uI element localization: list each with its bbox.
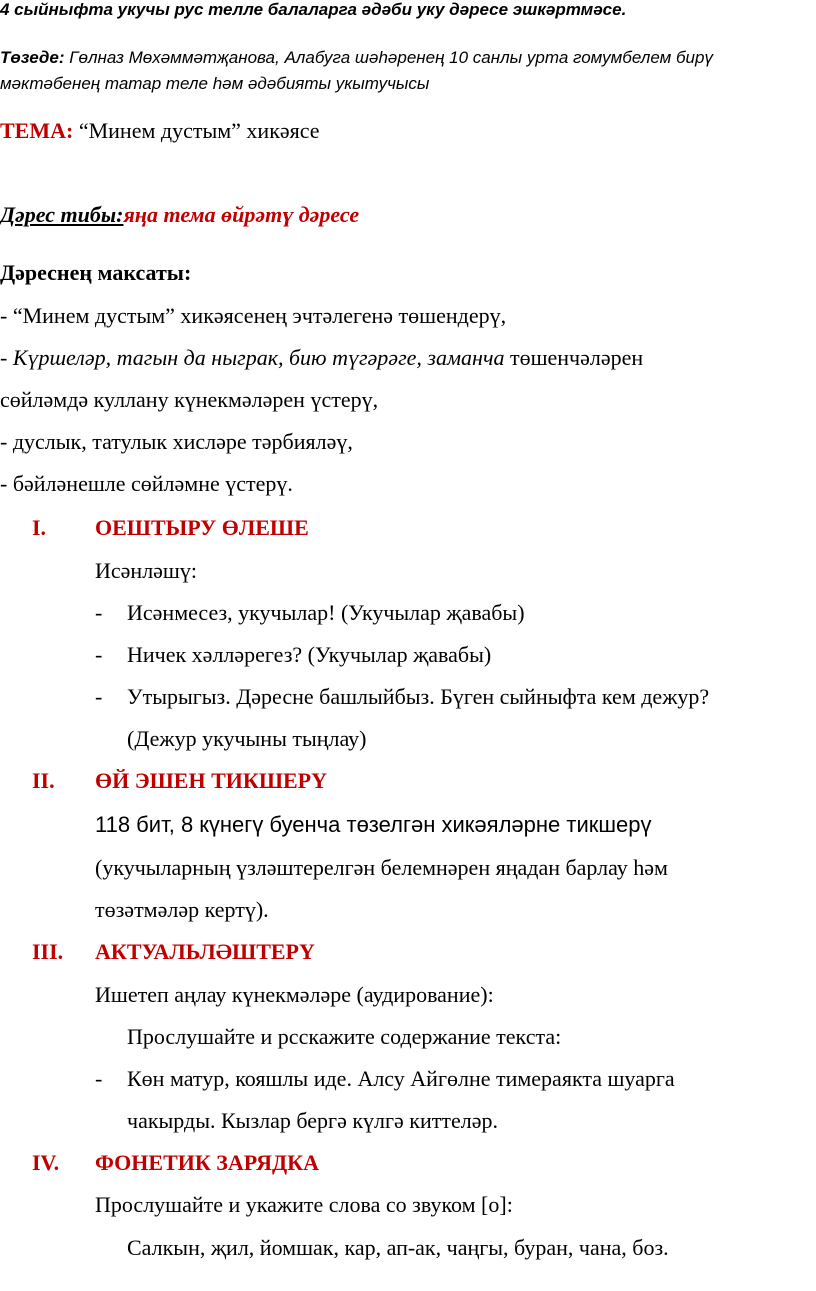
section-2-number: II. — [32, 768, 55, 793]
section-3-number: III. — [32, 939, 64, 964]
section-2-line-3: төзәтмәләр кертү). — [95, 897, 269, 922]
section-1-number: I. — [32, 515, 47, 540]
author-name: Гөлназ Мөхәммәтҗанова, Алабуга шәһәренең 10 санлы урта гомумбелем бирү — [64, 48, 713, 67]
section-3-intro: Ишетеп аңлау күнекмәләре (аудирование): — [95, 982, 494, 1007]
section-2-line-1: 118 бит, 8 күнегү буенча төзелгән хикәяләрне тикшерү — [95, 812, 652, 837]
goal-item-3: - дуслык, татулык хисләре тәрбияләү, — [0, 429, 353, 454]
section-1-bullet-3: Утырыгыз. Дәресне башлыйбыз. Бүген сыйныфта кем дежур? — [127, 684, 710, 709]
lesson-type-line — [0, 202, 359, 228]
author-line-1 — [0, 48, 713, 68]
goal-item-4: - бәйләнешле сөйләмне үстерү. — [0, 471, 293, 496]
section-3-task: Прослушайте и рсскажите содержание текста: — [127, 1024, 562, 1049]
section-4-title: ФОНЕТИК ЗАРЯДКА — [95, 1150, 320, 1175]
goal-item-2: - Күршеләр, тагын да ныграк, бию түгәрәге, заманча төшенчәләрен — [0, 345, 644, 370]
section-3-title: АКТУАЛЬЛӘШТЕРҮ — [95, 939, 315, 964]
tema-value: “Минем дустым” хикәясе — [73, 118, 320, 143]
section-2-line-2: (укучыларның үзләштерелгән белемнәрен яңадан барлау һәм — [95, 855, 668, 880]
bullet-dash: - — [95, 642, 103, 667]
section-1-bullet-3-cont: (Дежур укучыны тыңлау) — [127, 726, 367, 751]
section-4-words: Салкын, җил, йомшак, кар, ап-ак, чаңгы, буран, чана, боз. — [127, 1235, 669, 1260]
section-3-text-line-2: чакырды. Кызлар бергә күлгә киттеләр. — [127, 1108, 498, 1133]
bullet-dash: - — [95, 600, 103, 625]
section-4-intro: Прослушайте и укажите слова со звуком [о]: — [95, 1192, 513, 1217]
document-title: 4 сыйныфта укучы рус телле балаларга әдәби уку дәресе эшкәртмәсе. — [0, 0, 627, 19]
section-4-number: IV. — [32, 1150, 60, 1175]
author-label: Төзеде: — [0, 48, 65, 67]
tema-line — [0, 118, 320, 144]
goals-heading: Дәреснең максаты: — [0, 260, 192, 285]
section-2-title: ӨЙ ЭШЕН ТИКШЕРҮ — [95, 768, 327, 793]
lesson-type-label: Дәрес тибы: — [0, 202, 124, 227]
section-1-title: ОЕШТЫРУ ӨЛЕШЕ — [95, 515, 309, 540]
author-line-2: мәктәбенең татар теле һәм әдәбияты укытучысы — [0, 74, 430, 93]
bullet-dash: - — [95, 684, 103, 709]
section-3-text-line-1: Көн матур, кояшлы иде. Алсу Айгөлне тимераякта шуарга — [127, 1066, 675, 1091]
goal-item-2-cont: сөйләмдә куллану күнекмәләрен үстерү, — [0, 387, 379, 412]
section-1-intro: Исәнләшү: — [95, 558, 197, 583]
tema-label: ТЕМА: — [0, 118, 74, 143]
section-1-bullet-1: Исәнмесез, укучылар! (Укучылар җавабы) — [127, 600, 525, 625]
lesson-type-value: яңа тема өйрәтү дәресе — [123, 202, 360, 227]
goal-item-2-terms: Күршеләр, тагын да ныграк, бию түгәрәге, заманча — [12, 345, 505, 370]
bullet-dash: - — [95, 1066, 103, 1091]
section-1-bullet-2: Ничек хәлләрегез? (Укучылар җавабы) — [127, 642, 492, 667]
goal-item-1: - “Минем дустым” хикәясенең эчтәлегенә төшендерү, — [0, 303, 507, 328]
